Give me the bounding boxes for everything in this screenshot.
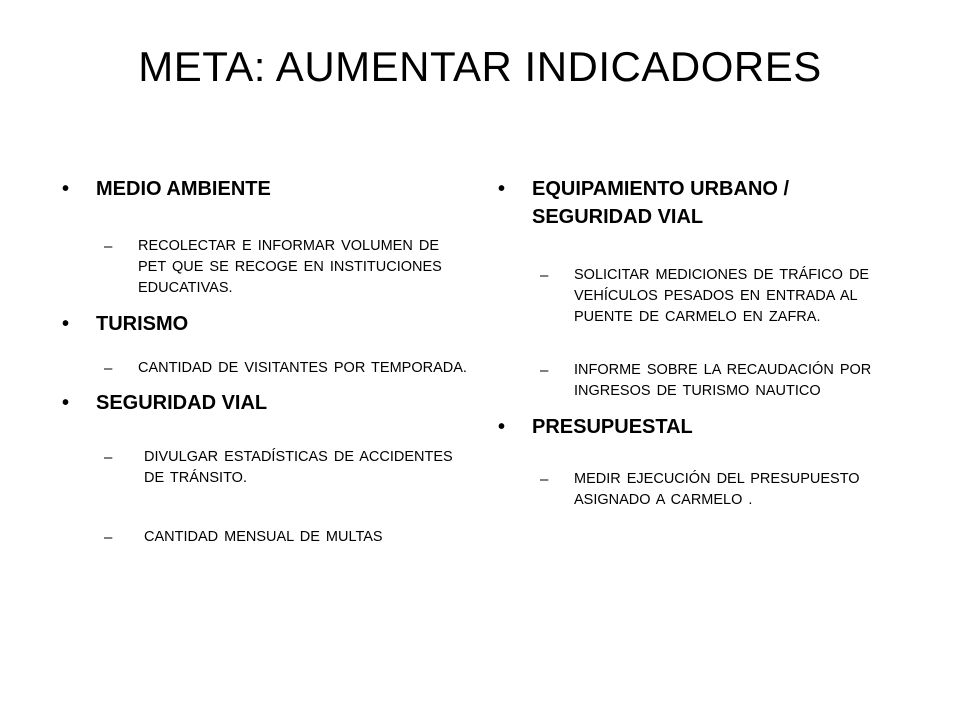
- dash-icon: –: [104, 238, 113, 255]
- sub-item-text: CANTIDAD MENSUAL DE MULTAS: [144, 529, 383, 545]
- sub-item: [498, 469, 898, 511]
- dash-icon: –: [104, 360, 113, 377]
- heading-medio-ambiente: [62, 175, 472, 203]
- heading-text: MEDIO AMBIENTE: [96, 178, 271, 200]
- left-column: [62, 175, 472, 548]
- heading-text: EQUIPAMIENTO URBANO / SEGURIDAD VIAL: [532, 178, 790, 228]
- sub-item-text: INFORME SOBRE LA RECAUDACIÓN POR INGRESOS DE TURISMO NAUTICO: [574, 362, 872, 399]
- heading-text: PRESUPUESTAL: [532, 416, 693, 438]
- dash-icon: –: [104, 449, 113, 466]
- heading-turismo: [62, 310, 472, 338]
- bullet-icon: •: [62, 313, 70, 335]
- right-column: [498, 175, 898, 511]
- dash-icon: –: [540, 471, 549, 488]
- sub-item: [62, 527, 472, 548]
- sub-item-text: DIVULGAR ESTADÍSTICAS DE ACCIDENTES DE TRÁNSITO.: [144, 449, 453, 486]
- sub-item-text: RECOLECTAR E INFORMAR VOLUMEN DE PET QUE SE RECOGE EN INSTITUCIONES EDUCATIVAS.: [138, 238, 442, 296]
- dash-icon: –: [104, 529, 113, 546]
- heading-equipamiento-urbano: [498, 175, 862, 231]
- sub-item-text: SOLICITAR MEDICIONES DE TRÁFICO DE VEHÍCULOS PESADOS EN ENTRADA AL PUENTE DE CARMELO EN ZAFRA.: [574, 267, 870, 325]
- dash-icon: –: [540, 362, 549, 379]
- sub-item: [62, 447, 472, 489]
- bullet-icon: •: [62, 178, 70, 200]
- heading-text: TURISMO: [96, 313, 189, 335]
- sub-item-text: CANTIDAD DE VISITANTES POR TEMPORADA.: [138, 360, 467, 376]
- bullet-icon: •: [62, 392, 70, 414]
- heading-text: SEGURIDAD VIAL: [96, 392, 268, 414]
- sub-item: [498, 265, 898, 328]
- slide-title: META: AUMENTAR INDICADORES: [138, 43, 822, 91]
- sub-item: [62, 236, 472, 299]
- sub-item: [62, 358, 472, 379]
- sub-item-text: MEDIR EJECUCIÓN DEL PRESUPUESTO ASIGNADO A CARMELO .: [574, 471, 860, 508]
- bullet-icon: •: [498, 178, 506, 200]
- dash-icon: –: [540, 267, 549, 284]
- heading-seguridad-vial: [62, 389, 472, 417]
- sub-item: [498, 360, 898, 402]
- heading-presupuestal: [498, 413, 898, 441]
- bullet-icon: •: [498, 416, 506, 438]
